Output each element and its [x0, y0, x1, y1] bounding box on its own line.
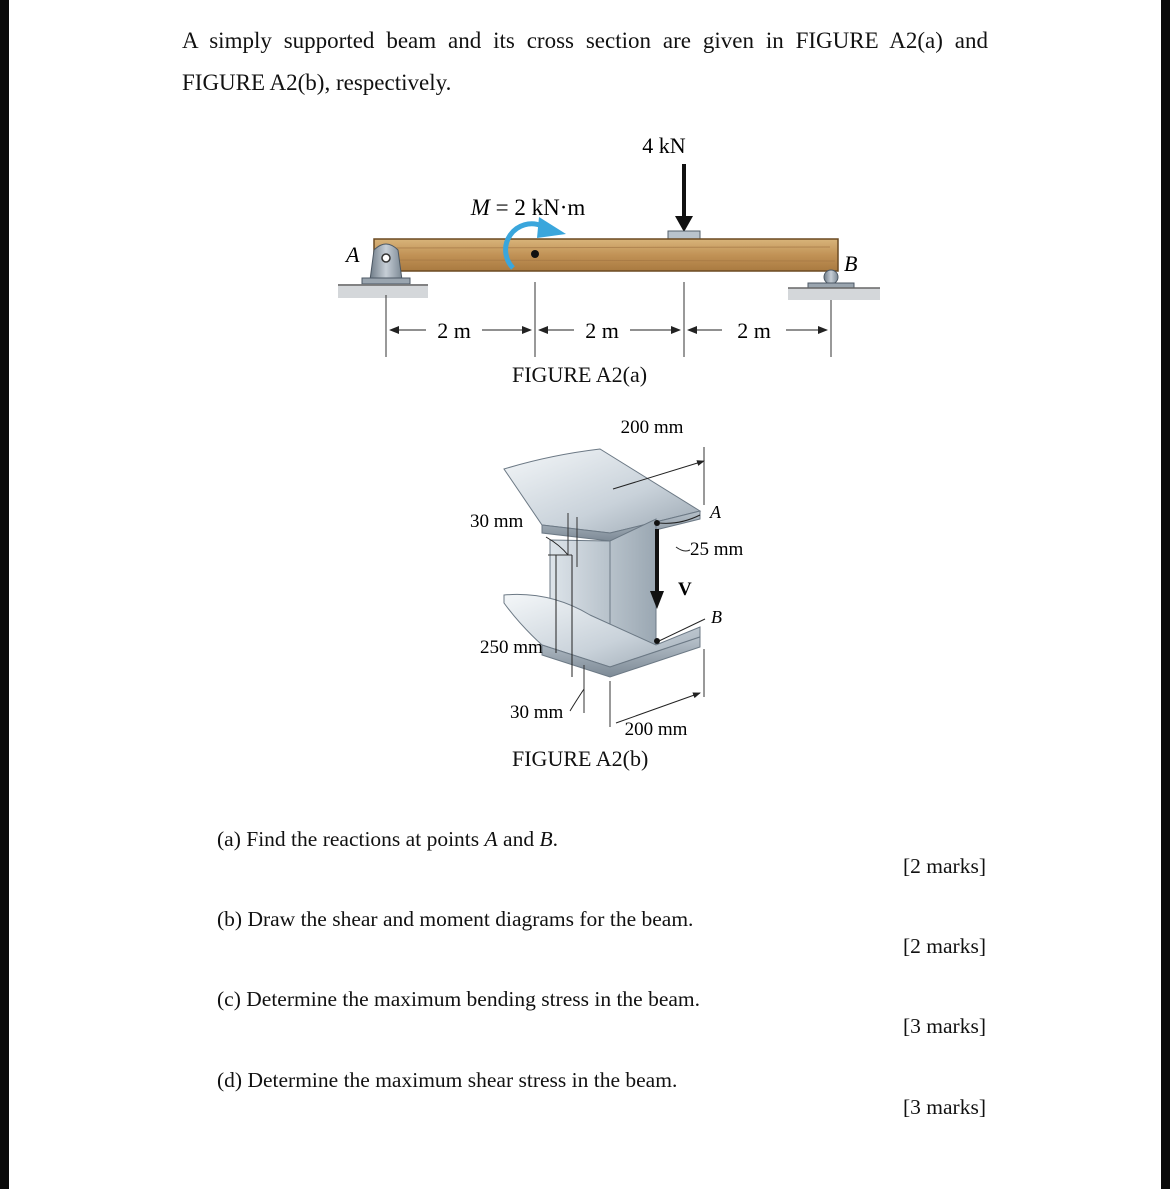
ground-b: [788, 288, 880, 300]
wooden-beam: [374, 239, 838, 271]
question-b-text: Draw the shear and moment diagrams for the beam.: [242, 907, 694, 931]
intro-line-2: FIGURE A2(b), respectively.: [182, 70, 452, 95]
moment-label: [470, 195, 586, 220]
figure-b-caption: FIGURE A2(b): [512, 746, 649, 771]
question-a-label: (a): [217, 827, 241, 851]
load-plate: [668, 231, 700, 239]
support-a-label: A: [346, 242, 360, 267]
roller: [824, 270, 838, 284]
question-b-label: (b): [217, 907, 243, 931]
span-2-label: 2 m: [585, 318, 619, 343]
problem-statement: [182, 20, 988, 104]
question-a-text: Find the reactions at points: [240, 827, 485, 851]
moment-point: [531, 250, 539, 258]
depth-label: 250 mm: [480, 637, 543, 658]
moment-arrowhead: [537, 217, 566, 238]
intro-line-1: A simply supported beam and its cross section are given in FIGURE A2(a) and: [182, 28, 988, 53]
question-b-marks: [2 marks]: [903, 934, 986, 958]
point-b-label: B: [711, 607, 722, 627]
question-d-marks: [3 marks]: [903, 1095, 986, 1119]
span-1-label: 2 m: [437, 318, 471, 343]
question-c: [217, 987, 700, 1012]
question-a-end: .: [552, 827, 558, 851]
load-label: 4 kN: [642, 133, 686, 158]
web-thickness-label: 25 mm: [690, 539, 744, 560]
span-3-label: 2 m: [737, 318, 771, 343]
question-b: [217, 907, 693, 932]
top-width-label: 200 mm: [620, 417, 684, 438]
load-arrowhead: [675, 216, 693, 232]
question-a-var-b: B: [539, 827, 553, 851]
moment-variable: M: [470, 195, 490, 220]
shear-label: V: [678, 579, 692, 600]
question-d-text: Determine the maximum shear stress in the beam.: [242, 1068, 678, 1092]
pin-base: [362, 278, 410, 284]
ground-a: [338, 284, 428, 298]
support-b-label: B: [844, 251, 858, 276]
cross-section-figure: [460, 405, 780, 750]
bottom-width-label: 200 mm: [624, 719, 688, 740]
right-page-edge: [1161, 0, 1170, 1189]
question-d: [217, 1068, 677, 1093]
beam-figure: [330, 120, 890, 365]
question-a: [217, 827, 558, 852]
moment-value: = 2 kN·m: [489, 195, 586, 220]
pin: [382, 254, 390, 262]
question-d-label: (d): [217, 1068, 243, 1092]
question-c-marks: [3 marks]: [903, 1014, 986, 1038]
bottom-thickness-leader: [570, 689, 584, 711]
bottom-flange-thickness-label: 30 mm: [510, 702, 564, 723]
question-c-label: (c): [217, 987, 241, 1011]
left-page-edge: [0, 0, 9, 1189]
question-a-mid: and: [497, 827, 540, 851]
top-flange-thickness-label: 30 mm: [470, 511, 524, 532]
point-a-label: A: [710, 502, 721, 522]
question-c-text: Determine the maximum bending stress in the beam.: [240, 987, 701, 1011]
question-a-marks: [2 marks]: [903, 854, 986, 878]
question-a-var-a: A: [484, 827, 498, 851]
web-thickness-leader: [676, 547, 690, 551]
figure-a-caption: FIGURE A2(a): [512, 362, 648, 387]
